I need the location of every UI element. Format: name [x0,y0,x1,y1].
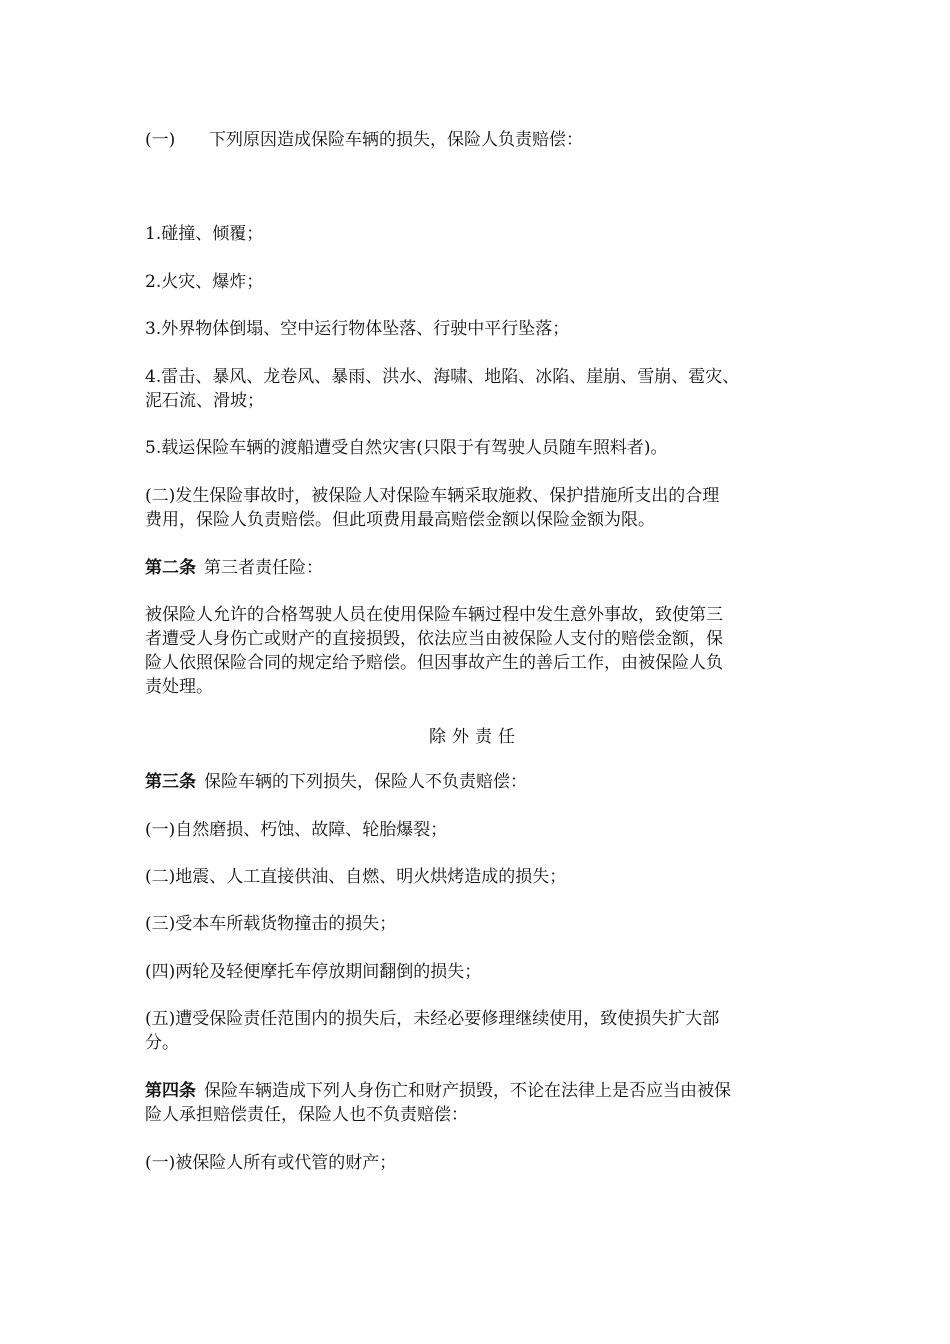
article-3-title: 保险车辆的下列损失，保险人不负责赔偿： [204,772,527,792]
article-2-body-line-2: 者遭受人身伤亡或财产的直接损毁，依法应当由被保险人支付的赔偿金额，保 [145,629,723,649]
article-4-heading [145,1079,815,1103]
list-item-2: 2.火灾、爆炸； [145,272,264,292]
article-2-title: 第三者责任险： [204,558,323,578]
article-2-heading [145,556,815,580]
article-3-item-5-line-1: (五)遭受保险责任范围内的损失后，未经必要修理继续使用，致使损失扩大部 [145,1009,720,1029]
article-2-label: 第二条 [145,558,196,578]
list-item-1: 1.碰撞、倾覆； [145,224,264,244]
article-4-text-line-1: 保险车辆造成下列人身伤亡和财产损毁，不论在法律上是否应当由被保 [204,1081,731,1101]
article-3-heading [145,770,815,794]
list-item-5: 5.载运保险车辆的渡船遭受自然灾害(只限于有驾驶人员随车照料者)。 [145,438,668,458]
paragraph-2-line-2: 费用，保险人负责赔偿。但此项费用最高赔偿金额以保险金额为限。 [145,510,655,530]
list-item-4-line-1: 4.雷击、暴风、龙卷风、暴雨、洪水、海啸、地陷、冰陷、崖崩、雪崩、雹灾、 [145,367,740,387]
article-3-item-2: (二)地震、人工直接供油、自燃、明火烘烤造成的损失； [145,867,567,887]
article-4-item-1: (一)被保险人所有或代管的财产； [145,1153,397,1173]
list-item-3: 3.外界物体倒塌、空中运行物体坠落、行驶中平行坠落； [145,319,570,339]
article-3-item-4: (四)两轮及轻便摩托车停放期间翻倒的损失； [145,962,482,982]
paragraph-2-line-1: (二)发生保险事故时，被保险人对保险车辆采取施救、保护措施所支出的合理 [145,486,720,506]
article-2-body-line-4: 责处理。 [145,677,213,697]
article-3-item-3: (三)受本车所载货物撞击的损失； [145,914,397,934]
article-4-text-line-2: 险人承担赔偿责任，保险人也不负责赔偿： [145,1105,468,1125]
list-item-4-line-2: 泥石流、滑坡； [145,391,264,411]
section-title: 除外责任 [429,727,521,747]
paragraph-1 [145,128,815,152]
article-3-item-5-line-2: 分。 [145,1033,179,1053]
article-4-label: 第四条 [145,1081,196,1101]
article-3-item-1: (一)自然磨损、朽蚀、故障、轮胎爆裂； [145,820,448,840]
article-2-body-line-1: 被保险人允许的合格驾驶人员在使用保险车辆过程中发生意外事故，致使第三 [145,605,723,625]
paragraph-1-number: (一) [145,130,176,150]
paragraph-1-text: 下列原因造成保险车辆的损失，保险人负责赔偿： [209,130,583,150]
article-2-body-line-3: 险人依照保险合同的规定给予赔偿。但因事故产生的善后工作，由被保险人负 [145,653,723,673]
article-3-label: 第三条 [145,772,196,792]
